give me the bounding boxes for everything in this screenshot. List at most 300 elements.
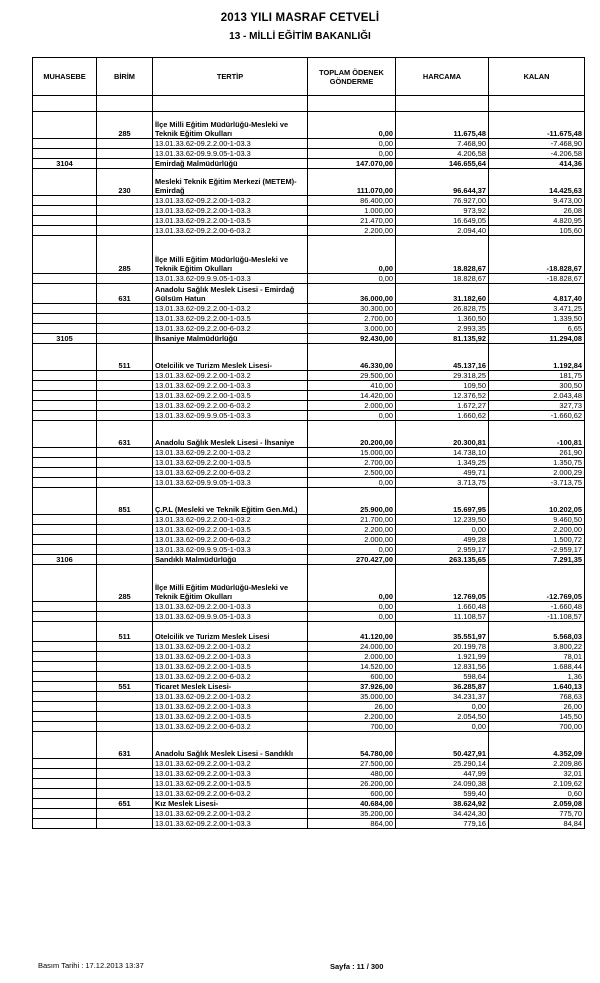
- cell-odenek: 0,00: [308, 565, 396, 602]
- cell-muhasebe: [33, 112, 97, 139]
- cell-kalan: -1.660,48: [489, 602, 585, 612]
- cell-tertip: 13.01.33.62-09.9.9.05-1-03.3: [153, 612, 308, 622]
- cell-muhasebe: [33, 448, 97, 458]
- table-row: [33, 344, 585, 371]
- cell-odenek: 27.500,00: [308, 759, 396, 769]
- table-row: [33, 612, 585, 622]
- cell-muhasebe: [33, 169, 97, 196]
- cell-odenek: 0,00: [308, 139, 396, 149]
- cell-harcama: 11.108,57: [396, 612, 489, 622]
- print-date: Basım Tarihi : 17.12.2013 13:37: [38, 961, 144, 970]
- cell-birim: [97, 448, 153, 458]
- cell-odenek: 2.000,00: [308, 652, 396, 662]
- cell-harcama: 1.921,99: [396, 652, 489, 662]
- cell-kalan: 84,84: [489, 819, 585, 829]
- cell-muhasebe: [33, 565, 97, 602]
- cell-muhasebe: [33, 216, 97, 226]
- page-number: Sayfa : 11 / 300: [330, 962, 384, 971]
- cell-odenek: 35.200,00: [308, 809, 396, 819]
- cell-odenek: 0,00: [308, 274, 396, 284]
- cell-harcama: 447,99: [396, 769, 489, 779]
- table-row: [33, 324, 585, 334]
- cell-odenek: 0,00: [308, 545, 396, 555]
- cell-muhasebe: [33, 769, 97, 779]
- cell-tertip: 13.01.33.62-09.2.2.00-1-03.5: [153, 712, 308, 722]
- cell-muhasebe: [33, 809, 97, 819]
- table-row: [33, 159, 585, 169]
- table-row: [33, 304, 585, 314]
- cell-odenek: 36.000,00: [308, 284, 396, 304]
- cell-kalan: 11.294,08: [489, 334, 585, 344]
- cell-kalan: 768,63: [489, 692, 585, 702]
- cell-odenek: 600,00: [308, 672, 396, 682]
- cell-harcama: 18.828,67: [396, 236, 489, 274]
- table-row: [33, 206, 585, 216]
- cell-odenek: 0,00: [308, 112, 396, 139]
- table-row: [33, 769, 585, 779]
- cell-odenek: 37.926,00: [308, 682, 396, 692]
- cell-kalan: 78,01: [489, 652, 585, 662]
- cell-odenek: 2.500,00: [308, 468, 396, 478]
- cell-birim: 851: [97, 488, 153, 515]
- cell-tertip: 13.01.33.62-09.9.9.05-1-03.3: [153, 545, 308, 555]
- cell-kalan: 105,60: [489, 226, 585, 236]
- cell-harcama: 1.660,62: [396, 411, 489, 421]
- cell-birim: [97, 458, 153, 468]
- cell-kalan: -18.828,67: [489, 274, 585, 284]
- cell-odenek: 30.300,00: [308, 304, 396, 314]
- cell-harcama: 25.290,14: [396, 759, 489, 769]
- cell-odenek: 41.120,00: [308, 622, 396, 642]
- cell-tertip: Ç.P.L (Mesleki ve Teknik Eğitim Gen.Md.): [153, 488, 308, 515]
- cell-harcama: 1.660,48: [396, 602, 489, 612]
- cell-tertip: 13.01.33.62-09.2.2.00-1-03.2: [153, 304, 308, 314]
- cell-tertip: 13.01.33.62-09.2.2.00-6-03.2: [153, 324, 308, 334]
- cell-kalan: 2.109,62: [489, 779, 585, 789]
- cell-harcama: 14.738,10: [396, 448, 489, 458]
- table-row: [33, 334, 585, 344]
- table-row: [33, 488, 585, 515]
- cell-muhasebe: 3105: [33, 334, 97, 344]
- col-header-birim: BİRİM: [97, 58, 153, 96]
- cell-tertip: 13.01.33.62-09.2.2.00-6-03.2: [153, 401, 308, 411]
- cell-birim: [97, 206, 153, 216]
- cell-muhasebe: [33, 612, 97, 622]
- cell-odenek: 480,00: [308, 769, 396, 779]
- cell-birim: [97, 545, 153, 555]
- table-row: [33, 515, 585, 525]
- cell-kalan: 145,50: [489, 712, 585, 722]
- cell-tertip: 13.01.33.62-09.2.2.00-1-03.5: [153, 314, 308, 324]
- cell-kalan: 26,00: [489, 702, 585, 712]
- cell-birim: [97, 779, 153, 789]
- cell-kalan: 4.352,09: [489, 732, 585, 759]
- table-row: [33, 759, 585, 769]
- cell-harcama: 20.199,78: [396, 642, 489, 652]
- cell-harcama: 11.675,48: [396, 112, 489, 139]
- cell-odenek: 1.000,00: [308, 206, 396, 216]
- cell-kalan: 4.820,95: [489, 216, 585, 226]
- cell-tertip: 13.01.33.62-09.2.2.00-1-03.2: [153, 692, 308, 702]
- cell-tertip: 13.01.33.62-09.2.2.00-1-03.5: [153, 779, 308, 789]
- cell-harcama: 263.135,65: [396, 555, 489, 565]
- cell-harcama: 779,16: [396, 819, 489, 829]
- table-row: [33, 149, 585, 159]
- cell-muhasebe: [33, 401, 97, 411]
- cell-kalan: -100,81: [489, 421, 585, 448]
- cell-odenek: [308, 96, 396, 112]
- cell-kalan: 3.471,25: [489, 304, 585, 314]
- col-header-muhasebe: MUHASEBE: [33, 58, 97, 96]
- cell-muhasebe: [33, 391, 97, 401]
- cell-kalan: 5.568,03: [489, 622, 585, 642]
- cell-muhasebe: [33, 545, 97, 555]
- cell-tertip: 13.01.33.62-09.2.2.00-1-03.3: [153, 139, 308, 149]
- cell-tertip: İhsaniye Malmüdürlüğü: [153, 334, 308, 344]
- cell-muhasebe: [33, 314, 97, 324]
- cell-birim: [97, 652, 153, 662]
- cell-odenek: 864,00: [308, 819, 396, 829]
- cell-harcama: 0,00: [396, 702, 489, 712]
- cell-muhasebe: [33, 722, 97, 732]
- cell-kalan: -18.828,67: [489, 236, 585, 274]
- cell-birim: [97, 334, 153, 344]
- cell-kalan: 261,90: [489, 448, 585, 458]
- cell-birim: [97, 702, 153, 712]
- cell-harcama: 12.239,50: [396, 515, 489, 525]
- document-subtitle: 13 - MİLLİ EĞİTİM BAKANLIĞI: [229, 31, 371, 42]
- table-row: [33, 525, 585, 535]
- table-body: [33, 96, 585, 829]
- cell-harcama: 2.993,35: [396, 324, 489, 334]
- table-row: [33, 692, 585, 702]
- cell-tertip: 13.01.33.62-09.2.2.00-1-03.5: [153, 662, 308, 672]
- cell-harcama: 38.624,92: [396, 799, 489, 809]
- cell-birim: [97, 525, 153, 535]
- table-row: [33, 478, 585, 488]
- cell-tertip: İlçe Milli Eğitim Müdürlüğü-Mesleki ve Teknik Eğitim Okulları: [153, 565, 308, 602]
- cell-birim: 551: [97, 682, 153, 692]
- table-row: [33, 458, 585, 468]
- cell-kalan: 9.473,00: [489, 196, 585, 206]
- table-row: [33, 139, 585, 149]
- cell-muhasebe: [33, 458, 97, 468]
- col-header-harcama: HARCAMA: [396, 58, 489, 96]
- cell-harcama: 20.300,81: [396, 421, 489, 448]
- cell-birim: [97, 216, 153, 226]
- cell-muhasebe: [33, 488, 97, 515]
- cell-odenek: 14.520,00: [308, 662, 396, 672]
- cell-muhasebe: [33, 411, 97, 421]
- cell-muhasebe: [33, 535, 97, 545]
- cell-muhasebe: [33, 236, 97, 274]
- cell-tertip: 13.01.33.62-09.2.2.00-1-03.5: [153, 216, 308, 226]
- cell-tertip: Otelcilik ve Turizm Meslek Lisesi: [153, 622, 308, 642]
- cell-kalan: -3.713,75: [489, 478, 585, 488]
- cell-harcama: 499,71: [396, 468, 489, 478]
- cell-birim: [97, 304, 153, 314]
- cell-odenek: 25.900,00: [308, 488, 396, 515]
- table-row: [33, 535, 585, 545]
- cell-birim: 631: [97, 284, 153, 304]
- cell-tertip: 13.01.33.62-09.2.2.00-1-03.5: [153, 458, 308, 468]
- cell-harcama: 1.672,27: [396, 401, 489, 411]
- cell-birim: 511: [97, 344, 153, 371]
- table-row: [33, 411, 585, 421]
- col-header-odenek: TOPLAM ÖDENEK GÖNDERME: [308, 58, 396, 96]
- table-row: [33, 391, 585, 401]
- cell-birim: [97, 96, 153, 112]
- cell-kalan: 7.291,35: [489, 555, 585, 565]
- cell-kalan: 32,01: [489, 769, 585, 779]
- cell-birim: [97, 324, 153, 334]
- cell-tertip: 13.01.33.62-09.9.9.05-1-03.3: [153, 478, 308, 488]
- cell-harcama: 109,50: [396, 381, 489, 391]
- cell-birim: [97, 478, 153, 488]
- cell-muhasebe: [33, 622, 97, 642]
- cell-kalan: -7.468,90: [489, 139, 585, 149]
- cell-harcama: 2.054,50: [396, 712, 489, 722]
- cell-tertip: Emirdağ Malmüdürlüğü: [153, 159, 308, 169]
- cell-birim: 511: [97, 622, 153, 642]
- cell-harcama: 26.828,75: [396, 304, 489, 314]
- cell-muhasebe: 3106: [33, 555, 97, 565]
- table-row: [33, 112, 585, 139]
- cell-harcama: 1.349,25: [396, 458, 489, 468]
- cell-kalan: 2.043,48: [489, 391, 585, 401]
- cell-birim: 651: [97, 799, 153, 809]
- cell-tertip: 13.01.33.62-09.9.9.05-1-03.3: [153, 411, 308, 421]
- cell-odenek: 54.780,00: [308, 732, 396, 759]
- cell-kalan: 10.202,05: [489, 488, 585, 515]
- table-row: [33, 662, 585, 672]
- cell-odenek: 270.427,00: [308, 555, 396, 565]
- cell-odenek: 46.330,00: [308, 344, 396, 371]
- cell-birim: [97, 819, 153, 829]
- cell-tertip: 13.01.33.62-09.2.2.00-1-03.2: [153, 371, 308, 381]
- cell-muhasebe: [33, 759, 97, 769]
- cell-birim: [97, 391, 153, 401]
- cell-birim: [97, 642, 153, 652]
- cell-tertip: 13.01.33.62-09.2.2.00-1-03.3: [153, 652, 308, 662]
- cell-muhasebe: [33, 139, 97, 149]
- cell-birim: [97, 672, 153, 682]
- cell-odenek: 92.430,00: [308, 334, 396, 344]
- cell-harcama: 2.959,17: [396, 545, 489, 555]
- cell-birim: [97, 371, 153, 381]
- cell-harcama: 12.831,56: [396, 662, 489, 672]
- cell-odenek: 2.200,00: [308, 712, 396, 722]
- cell-kalan: 300,50: [489, 381, 585, 391]
- cell-harcama: 34.231,37: [396, 692, 489, 702]
- cell-kalan: 4.817,40: [489, 284, 585, 304]
- cell-birim: 285: [97, 236, 153, 274]
- cell-odenek: 20.200,00: [308, 421, 396, 448]
- cell-muhasebe: [33, 324, 97, 334]
- cell-birim: [97, 722, 153, 732]
- cell-kalan: -11.675,48: [489, 112, 585, 139]
- cell-tertip: Sandıklı Malmüdürlüğü: [153, 555, 308, 565]
- cell-muhasebe: 3104: [33, 159, 97, 169]
- cell-harcama: 599,40: [396, 789, 489, 799]
- cell-kalan: 9.460,50: [489, 515, 585, 525]
- cell-muhasebe: [33, 672, 97, 682]
- cell-birim: [97, 381, 153, 391]
- cell-muhasebe: [33, 732, 97, 759]
- cell-odenek: 0,00: [308, 602, 396, 612]
- cell-odenek: 21.700,00: [308, 515, 396, 525]
- table-row: [33, 545, 585, 555]
- cell-muhasebe: [33, 789, 97, 799]
- cell-odenek: 15.000,00: [308, 448, 396, 458]
- cell-kalan: 775,70: [489, 809, 585, 819]
- cell-harcama: 96.644,37: [396, 169, 489, 196]
- table-row: [33, 216, 585, 226]
- cell-tertip: 13.01.33.62-09.2.2.00-1-03.2: [153, 515, 308, 525]
- table-row: [33, 799, 585, 809]
- table-row: [33, 622, 585, 642]
- cell-harcama: 50.427,91: [396, 732, 489, 759]
- cell-birim: [97, 515, 153, 525]
- cell-kalan: [489, 96, 585, 112]
- cell-muhasebe: [33, 478, 97, 488]
- cell-tertip: 13.01.33.62-09.2.2.00-6-03.2: [153, 789, 308, 799]
- cell-odenek: 40.684,00: [308, 799, 396, 809]
- cell-kalan: 1,36: [489, 672, 585, 682]
- cell-kalan: 1.500,72: [489, 535, 585, 545]
- cell-harcama: 4.206,58: [396, 149, 489, 159]
- cell-muhasebe: [33, 712, 97, 722]
- cell-tertip: 13.01.33.62-09.2.2.00-1-03.5: [153, 391, 308, 401]
- cell-muhasebe: [33, 702, 97, 712]
- cell-birim: [97, 411, 153, 421]
- cell-birim: 230: [97, 169, 153, 196]
- table-row: [33, 652, 585, 662]
- cell-birim: [97, 555, 153, 565]
- cell-odenek: 26,00: [308, 702, 396, 712]
- cell-birim: [97, 226, 153, 236]
- cell-odenek: 0,00: [308, 411, 396, 421]
- cell-birim: [97, 139, 153, 149]
- cell-birim: [97, 759, 153, 769]
- cell-muhasebe: [33, 468, 97, 478]
- cell-muhasebe: [33, 96, 97, 112]
- cell-tertip: 13.01.33.62-09.2.2.00-1-03.3: [153, 769, 308, 779]
- cell-muhasebe: [33, 525, 97, 535]
- cell-muhasebe: [33, 304, 97, 314]
- cell-muhasebe: [33, 515, 97, 525]
- table-row: [33, 602, 585, 612]
- table-row: [33, 421, 585, 448]
- cell-odenek: 2.700,00: [308, 314, 396, 324]
- cell-muhasebe: [33, 371, 97, 381]
- cell-birim: [97, 612, 153, 622]
- cell-kalan: 1.640,13: [489, 682, 585, 692]
- cell-odenek: 147.070,00: [308, 159, 396, 169]
- cell-birim: [97, 468, 153, 478]
- cell-odenek: 21.470,00: [308, 216, 396, 226]
- cell-tertip: 13.01.33.62-09.2.2.00-6-03.2: [153, 672, 308, 682]
- cell-kalan: -1.660,62: [489, 411, 585, 421]
- cell-muhasebe: [33, 779, 97, 789]
- document-title: 2013 YILI MASRAF CETVELİ: [220, 12, 380, 24]
- cell-kalan: -4.206,58: [489, 149, 585, 159]
- cell-harcama: 76.927,00: [396, 196, 489, 206]
- cell-tertip: 13.01.33.62-09.2.2.00-1-03.3: [153, 206, 308, 216]
- cell-birim: 285: [97, 112, 153, 139]
- cell-tertip: Anadolu Sağlık Meslek Lisesi - İhsaniye: [153, 421, 308, 448]
- cell-harcama: 598,64: [396, 672, 489, 682]
- cell-muhasebe: [33, 381, 97, 391]
- cell-odenek: 600,00: [308, 789, 396, 799]
- cell-harcama: 18.828,67: [396, 274, 489, 284]
- cell-muhasebe: [33, 652, 97, 662]
- cell-tertip: 13.01.33.62-09.2.2.00-6-03.2: [153, 535, 308, 545]
- cell-birim: [97, 274, 153, 284]
- cell-odenek: 29.500,00: [308, 371, 396, 381]
- table-row: [33, 722, 585, 732]
- cell-tertip: 13.01.33.62-09.2.2.00-1-03.2: [153, 448, 308, 458]
- table-row: [33, 96, 585, 112]
- cell-muhasebe: [33, 819, 97, 829]
- cell-muhasebe: [33, 799, 97, 809]
- cell-tertip: 13.01.33.62-09.2.2.00-1-03.3: [153, 381, 308, 391]
- table-row: [33, 642, 585, 652]
- cell-kalan: 14.425,63: [489, 169, 585, 196]
- cell-harcama: 146.655,64: [396, 159, 489, 169]
- cell-kalan: 2.209,86: [489, 759, 585, 769]
- cell-kalan: 6,65: [489, 324, 585, 334]
- cell-kalan: 1.339,50: [489, 314, 585, 324]
- cell-birim: [97, 692, 153, 702]
- cell-muhasebe: [33, 602, 97, 612]
- table-row: [33, 672, 585, 682]
- table-row: [33, 732, 585, 759]
- cell-kalan: -2.959,17: [489, 545, 585, 555]
- cell-kalan: 2.059,08: [489, 799, 585, 809]
- cell-tertip: Mesleki Teknik Eğitim Merkezi (METEM)-Emirdağ: [153, 169, 308, 196]
- cell-birim: [97, 789, 153, 799]
- cell-kalan: 2.200,00: [489, 525, 585, 535]
- col-header-kalan: KALAN: [489, 58, 585, 96]
- cell-harcama: 0,00: [396, 525, 489, 535]
- cell-tertip: 13.01.33.62-09.2.2.00-1-03.2: [153, 642, 308, 652]
- cell-odenek: 410,00: [308, 381, 396, 391]
- table-row: [33, 401, 585, 411]
- cell-odenek: 111.070,00: [308, 169, 396, 196]
- cell-harcama: 24.090,38: [396, 779, 489, 789]
- cell-harcama: 973,92: [396, 206, 489, 216]
- table-row: [33, 226, 585, 236]
- cell-kalan: 414,36: [489, 159, 585, 169]
- cell-odenek: 2.000,00: [308, 401, 396, 411]
- cell-odenek: 0,00: [308, 478, 396, 488]
- cell-harcama: 3.713,75: [396, 478, 489, 488]
- table-row: [33, 274, 585, 284]
- cell-muhasebe: [33, 226, 97, 236]
- cell-birim: 631: [97, 421, 153, 448]
- cell-muhasebe: [33, 662, 97, 672]
- table-row: [33, 468, 585, 478]
- table-header-row: [33, 58, 585, 96]
- cell-odenek: 2.000,00: [308, 535, 396, 545]
- cell-kalan: 3.800,22: [489, 642, 585, 652]
- cell-kalan: 1.350,75: [489, 458, 585, 468]
- cell-tertip: 13.01.33.62-09.2.2.00-1-03.2: [153, 759, 308, 769]
- cell-birim: [97, 602, 153, 612]
- cell-birim: 285: [97, 565, 153, 602]
- cell-harcama: 34.424,30: [396, 809, 489, 819]
